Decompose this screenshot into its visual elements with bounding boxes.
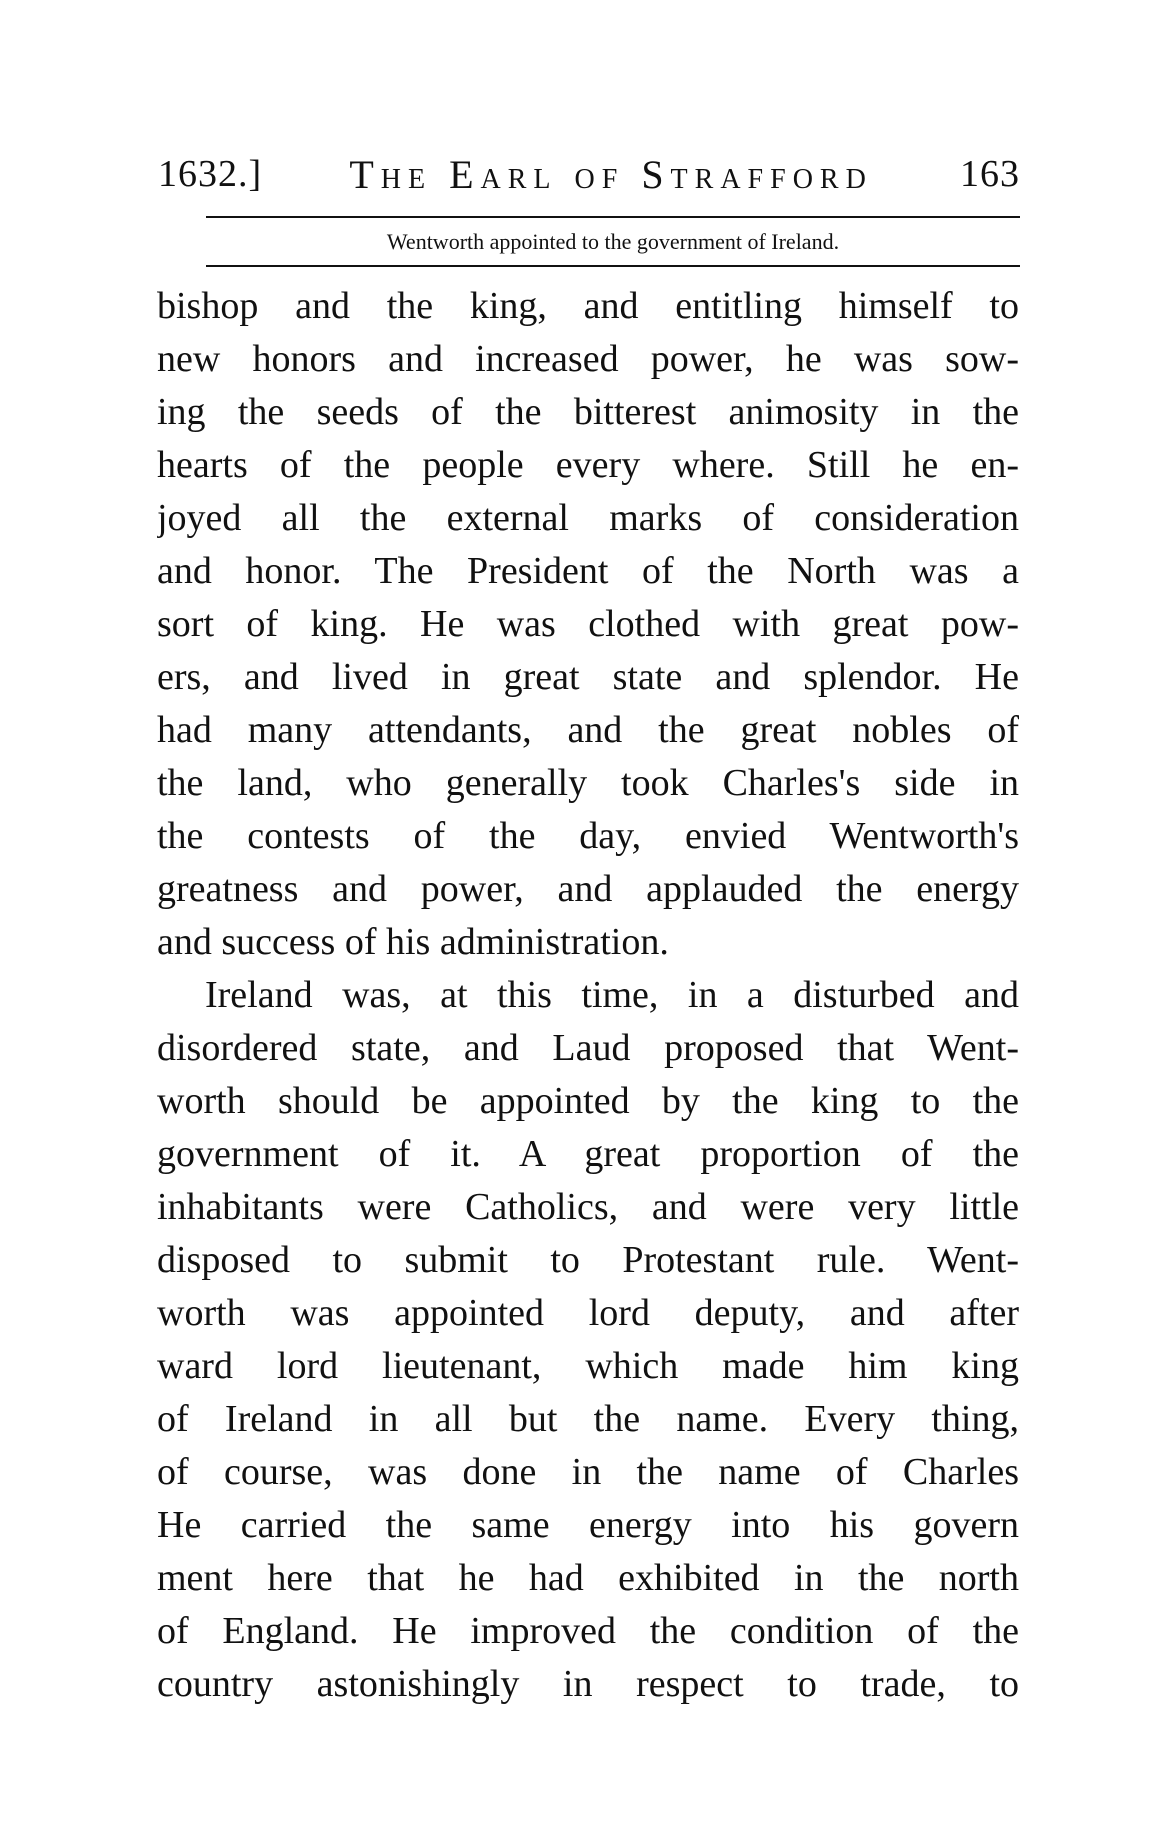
text-line: government of it. A great proportion of the <box>157 1133 1019 1175</box>
text-line: sort of king. He was clothed with great pow- <box>157 603 1019 645</box>
text-line: had many attendants, and the great nobles of <box>157 709 1019 751</box>
text-line: new honors and increased power, he was sow- <box>157 338 1019 380</box>
text-line: country astonishingly in respect to trade, to <box>157 1663 1019 1705</box>
text-line: Ireland was, at this time, in a disturbed and <box>205 974 1019 1016</box>
header-year: 1632.] <box>158 153 263 195</box>
text-line: of England. He improved the condition of the <box>157 1610 1019 1652</box>
text-line: joyed all the external marks of consideration <box>157 497 1019 539</box>
text-line: greatness and power, and applauded the energy <box>157 868 1019 910</box>
paragraph-1 <box>157 280 1019 969</box>
body-text <box>157 280 1019 1711</box>
text-line: He carried the same energy into his govern <box>157 1504 1019 1546</box>
text-line: hearts of the people every where. Still he en- <box>157 444 1019 486</box>
text-line: the land, who generally took Charles's side in <box>157 762 1019 804</box>
text-line: and honor. The President of the North was a <box>157 550 1019 592</box>
text-line: worth was appointed lord deputy, and after <box>157 1292 1019 1334</box>
text-line: of Ireland in all but the name. Every thing, <box>157 1398 1019 1440</box>
text-line: ers, and lived in great state and splendor. He <box>157 656 1019 698</box>
text-line: ward lord lieutenant, which made him king <box>157 1345 1019 1387</box>
text-line: ment here that he had exhibited in the north <box>157 1557 1019 1599</box>
text-line: worth should be appointed by the king to the <box>157 1080 1019 1122</box>
header-rule-top <box>206 216 1020 218</box>
text-line: disposed to submit to Protestant rule. Went- <box>157 1239 1019 1281</box>
paragraph-2 <box>157 969 1019 1711</box>
running-head <box>158 148 1020 200</box>
text-line: and success of his administration. <box>157 921 669 963</box>
text-line: disordered state, and Laud proposed that Went- <box>157 1027 1019 1069</box>
text-line: bishop and the king, and entitling himself to <box>157 285 1019 327</box>
header-title: The Earl of Strafford <box>349 151 873 197</box>
text-line: inhabitants were Catholics, and were very little <box>157 1186 1019 1228</box>
text-line: of course, was done in the name of Charles <box>157 1451 1019 1493</box>
header-rule-bottom <box>206 265 1020 267</box>
chapter-subhead: Wentworth appointed to the government of Ireland. <box>386 229 840 254</box>
page-number: 163 <box>960 153 1020 195</box>
text-line: the contests of the day, envied Wentworth's <box>157 815 1019 857</box>
text-line: ing the seeds of the bitterest animosity in the <box>157 391 1019 433</box>
